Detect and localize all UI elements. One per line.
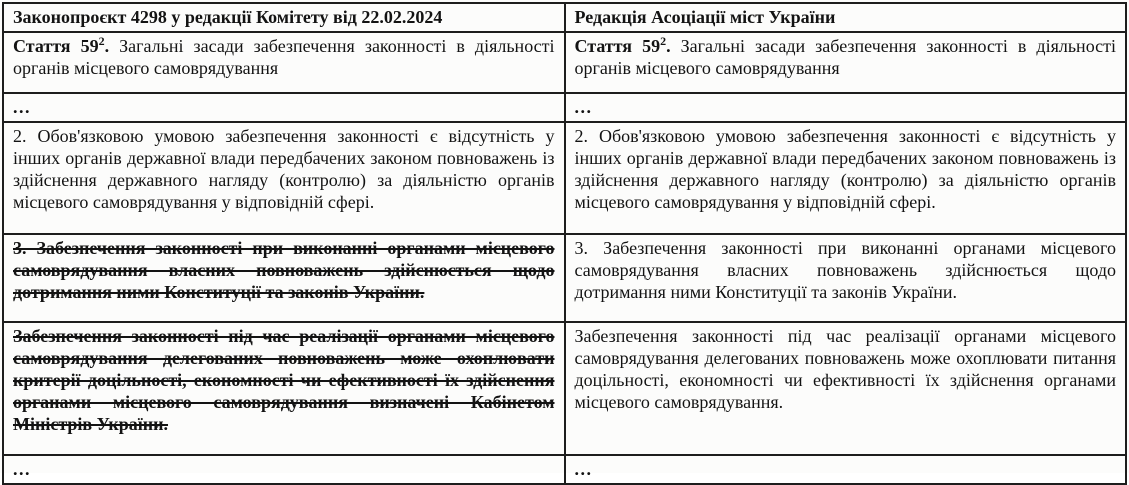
paragraph-3-row	[3, 234, 1126, 322]
paragraph-3-strikethrough-text: 3. Забезпечення законності при виконанні органами місцевого самоврядування власних повноважень здійснюється щодо дотримання ними Конституції та законів України.	[13, 238, 555, 302]
paragraph-2-cell-right	[565, 122, 1127, 234]
article-superscript-left: 2	[98, 34, 105, 48]
paragraph-4-cell-left-struck	[3, 322, 565, 455]
paragraph-3-text-right: 3. Забезпечення законності при виконанні органами місцевого самоврядування власних повноважень здійснюється щодо дотримання ними Конституції та законів України.	[574, 238, 1116, 302]
paragraph-4-row	[3, 322, 1126, 455]
article-title-cell-right	[565, 32, 1127, 93]
paragraph-4-cell-right	[565, 322, 1127, 455]
column-header-right-label: Редакція Асоціації міст України	[574, 7, 836, 27]
article-title-text-right: Загальні засади забезпечення законності в діяльності органів місцевого самоврядування	[574, 36, 1116, 78]
paragraph-3-cell-left-struck	[3, 234, 565, 322]
column-header-left-label: Законопроєкт 4298 у редакції Комітету від 22.02.2024	[13, 7, 443, 27]
paragraph-2-row	[3, 122, 1126, 234]
law-comparison-table	[2, 2, 1127, 485]
column-header-association-version	[565, 3, 1127, 32]
table-header-row	[3, 3, 1126, 32]
ellipsis-cell-right-top: ...	[565, 93, 1127, 122]
paragraph-2-text-left: 2. Обов'язковою умовою забезпечення законності є відсутність у інших органів державної влади передбачених законом повноважень із здійснення державного нагляду (контролю) за діяльністю органів місцевого самоврядування у відповідній сфері.	[13, 126, 555, 212]
ellipsis-row-bottom	[3, 455, 1126, 484]
paragraph-4-strikethrough-text: Забезпечення законності під час реалізації органами місцевого самоврядування делегованих повноважень може охоплювати критерії доцільності, економності чи ефективності їх здійснення органами місцевого самоврядування визначені Кабінетом Міністрів України.	[13, 326, 555, 434]
article-number-right: Стаття $59^2$.	[574, 34, 671, 56]
ellipsis-cell-left-bottom: ...	[3, 455, 565, 484]
ellipsis-row-top	[3, 93, 1126, 122]
article-title-cell-left	[3, 32, 565, 93]
paragraph-2-cell-left	[3, 122, 565, 234]
ellipsis-cell-right-bottom: ...	[565, 455, 1127, 484]
column-header-committee-version	[3, 3, 565, 32]
article-title-row	[3, 32, 1126, 93]
paragraph-3-cell-right	[565, 234, 1127, 322]
paragraph-2-text-right: 2. Обов'язковою умовою забезпечення законності є відсутність у інших органів державної влади передбачених законом повноважень із здійснення державного нагляду (контролю) за діяльністю органів місцевого самоврядування у відповідній сфері.	[574, 126, 1116, 212]
paragraph-4-text-right: Забезпечення законності під час реалізації органами місцевого самоврядування делегованих повноважень може охоплювати питання доцільності, економності чи ефективності їх здійснення органами місцевого самоврядування.	[574, 326, 1116, 412]
article-superscript-right: 2	[660, 34, 667, 48]
ellipsis-cell-left-top: ...	[3, 93, 565, 122]
article-number-left: Стаття $59^2$.	[13, 34, 110, 56]
article-title-text-left: Загальні засади забезпечення законності в діяльності органів місцевого самоврядування	[13, 36, 555, 78]
